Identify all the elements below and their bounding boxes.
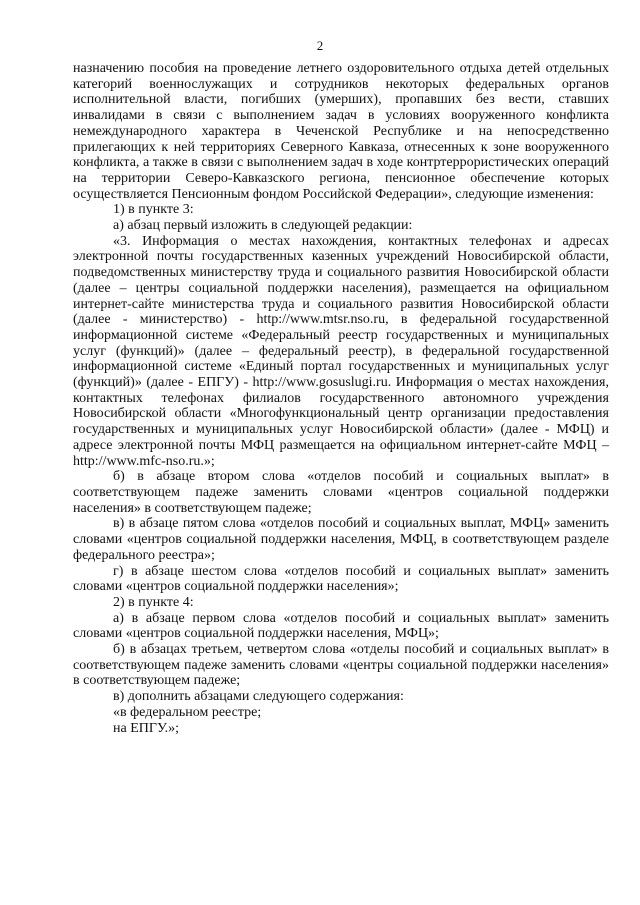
- paragraph-item-1g: г) в абзаце шестом слова «отделов пособий и социальных выплат» заменить словами «центров социальной поддержки населения»;: [73, 563, 609, 595]
- paragraph-item-2: 2) в пункте 4:: [113, 594, 194, 610]
- page-number: 2: [316, 38, 324, 53]
- paragraph-item-2b: б) в абзацах третьем, четвертом слова «отделы пособий и социальных выплат» в соответствующем падеже заменить словами «центры социальной поддержки населения» в соответствующем падеже;: [73, 642, 609, 689]
- paragraph-item-2v: в) дополнить абзацами следующего содержания:: [113, 689, 404, 705]
- paragraph-addition-2: на ЕПГУ.»;: [113, 720, 179, 736]
- paragraph-item-1: 1) в пункте 3:: [113, 202, 194, 218]
- paragraph-addition-1: «в федеральном реестре;: [113, 704, 262, 720]
- paragraph-item-1b: б) в абзаце втором слова «отделов пособий и социальных выплат» в соответствующем падеже заменить словами «центров социальной поддержки населения» в соответствующем падеже;: [73, 469, 609, 516]
- paragraph-item-2a: а) в абзаце первом слова «отделов пособий и социальных выплат» заменить словами «центров социальной поддержки населения, МФЦ»;: [73, 610, 609, 642]
- document-body: [73, 61, 609, 736]
- paragraph-item-1v: в) в абзаце пятом слова «отделов пособий и социальных выплат, МФЦ» заменить словами «центров социальной поддержки населения, МФЦ, в соответствующем разделе федерального реестра»;: [73, 516, 609, 563]
- paragraph-continuation: назначению пособия на проведение летнего оздоровительного отдыха детей отдельных категорий военнослужащих и сотрудников некоторых федеральных органов исполнительной власти, погибших (умерших), пропавших без вести, ставших инвалидами в связи с выполнением задач в условиях вооруженного конфликта немеждународного характера в Чеченской Республике и на непосредственно прилегающих к ней территориях Северного Кавказа, отнесенных к зоне вооруженного конфликта, а также в связи с выполнением задач в ходе контртеррористических операций на территории Северо-Кавказского региона, пенсионное обеспечение которых осуществляется Пенсионным фондом Российской Федерации», следующие изменения:: [73, 61, 609, 202]
- paragraph-new-wording: «3. Информация о местах нахождения, контактных телефонах и адресах электронной почты государственных казенных учреждений Новосибирской области, подведомственных министерству труда и социального развития Новосибирской области (далее – центры социальной поддержки населения), размещается на официальном интернет-сайте министерства труда и социального развития Новосибирской области (далее - министерство) - http://www.mtsr.nso.ru, в федеральной государственной информационной системе «Федеральный реестр государственных и муниципальных услуг (функций)» (далее – федеральный реестр), в федеральной государственной информационной системе «Единый портал государственных и муниципальных услуг (функций)» (далее - ЕПГУ) - http://www.gosuslugi.ru. Информация о местах нахождения, контактных телефонах филиалов государственного автономного учреждения Новосибирской области «Многофункциональный центр организации предоставления государственных и муниципальных услуг Новосибирской области» (далее - МФЦ) и адресе электронной почты МФЦ размещается на официальном интернет-сайте МФЦ – http://www.mfc-nso.ru.»;: [73, 233, 609, 469]
- paragraph-item-1a: а) абзац первый изложить в следующей редакции:: [113, 218, 413, 234]
